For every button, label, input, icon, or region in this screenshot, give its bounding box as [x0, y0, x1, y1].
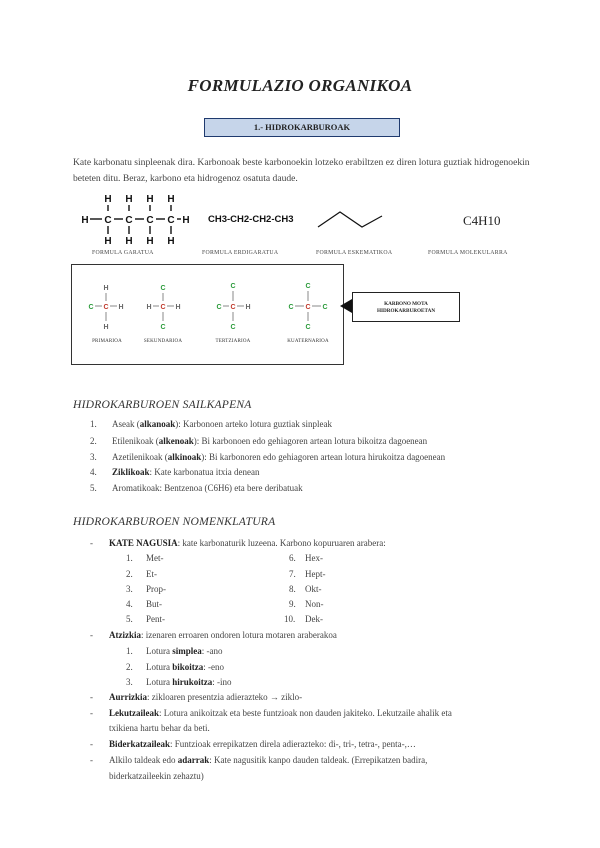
formula-label-molecular: FORMULA MOLEKULARRA [428, 250, 508, 256]
svg-text:C: C [230, 283, 236, 290]
svg-text:C: C [216, 304, 222, 311]
svg-text:H: H [146, 194, 154, 205]
svg-text:C: C [160, 324, 166, 331]
suffix-item: 2. Lotura bikoitza: -eno [126, 662, 225, 672]
suffix-item: 1. Lotura simplea: -ano [126, 646, 223, 656]
svg-text:C: C [322, 304, 328, 311]
svg-text:C: C [104, 215, 112, 226]
prefix-item: 4. But- [126, 599, 163, 609]
svg-text:C: C [103, 304, 109, 311]
prefix-item: 10. Dek- [284, 614, 323, 624]
svg-text:H: H [103, 324, 109, 331]
prefix-item: 3. Prop- [126, 584, 166, 594]
page-title: FORMULAZIO ORGANIKOA [187, 76, 413, 95]
classification-heading: HIDROKARBUROEN SAILKAPENA [73, 398, 252, 411]
svg-text:H: H [104, 236, 112, 246]
svg-text:C: C [230, 324, 236, 331]
svg-text:H: H [182, 215, 190, 226]
carbon-types-box [352, 292, 460, 322]
svg-text:C: C [305, 304, 311, 311]
svg-text:H: H [167, 194, 175, 205]
carbon-label-quaternary: KUATERNARIOA [287, 339, 329, 344]
lekutzaileak-continuation: txikiena hartu behar da beti. [109, 723, 210, 733]
svg-text:H: H [104, 194, 112, 205]
svg-text:H: H [81, 215, 89, 226]
carbon-label-primary: PRIMARIOA [92, 339, 122, 344]
svg-text:H: H [125, 194, 133, 205]
carbon-label-tertiary: TERTZIARIOA [215, 339, 251, 344]
svg-text:C: C [288, 304, 294, 311]
svg-text:C: C [160, 285, 166, 292]
prefix-item: 9. Non- [289, 599, 324, 609]
developed-formula [78, 192, 190, 246]
svg-text:C: C [230, 304, 236, 311]
carbon-types-box-line2: HIDROKARBUROETAN [376, 308, 436, 314]
prefix-item: 7. Hept- [289, 569, 326, 579]
prefix-item: 1. Met- [126, 553, 164, 563]
svg-text:C: C [125, 215, 133, 226]
svg-text:H: H [175, 304, 181, 311]
formula-label-developed: FORMULA GARATUA [92, 250, 154, 256]
svg-text:C: C [146, 215, 154, 226]
svg-text:C: C [305, 324, 311, 331]
prefix-item: 6. Hex- [289, 553, 323, 563]
carbon-label-secondary: SEKUNDARIOA [143, 339, 183, 344]
svg-text:H: H [118, 304, 124, 311]
svg-text:C: C [305, 283, 311, 290]
nomenclature-heading: HIDROKARBUROEN NOMENKLATURA [73, 515, 276, 528]
svg-text:H: H [167, 236, 175, 246]
suffix-item: 3. Lotura hirukoitza: -ino [126, 677, 232, 687]
svg-text:H: H [146, 304, 152, 311]
formula-label-semi: FORMULA ERDIGARATUA [202, 250, 279, 256]
alkilo-continuation: biderkatzaileekin zehaztu) [109, 771, 204, 781]
svg-text:H: H [125, 236, 133, 246]
skeletal-formula [316, 208, 384, 230]
carbon-types-diagram [72, 266, 342, 338]
prefix-item: 5. Pent- [126, 614, 165, 624]
section-box: 1.- HIDROKARBUROAK [204, 118, 400, 137]
molecular-formula: C4H10 [463, 213, 501, 228]
prefix-item: 2. Et- [126, 569, 157, 579]
intro-paragraph: Kate karbonatu sinpleenak dira. Karbonoak beste karbonoekin lotzeko erabiltzen ez diren lotura guztiak hidrogenoekin beteten ditu. Beraz, karbono eta hidrogenoz osatuta daude. [73, 157, 530, 184]
svg-text:H: H [146, 236, 154, 246]
semi-developed-formula: CH3-CH2-CH2-CH3 [208, 214, 294, 225]
prefix-item: 8. Okt- [289, 584, 322, 594]
svg-text:C: C [88, 304, 94, 311]
svg-text:C: C [160, 304, 166, 311]
carbon-types-box-line1: KARBONO MOTA [384, 301, 428, 307]
svg-text:H: H [103, 285, 109, 292]
formula-label-skeletal: FORMULA ESKEMATIKOA [316, 250, 393, 256]
svg-text:C: C [167, 215, 175, 226]
svg-text:H: H [245, 304, 251, 311]
